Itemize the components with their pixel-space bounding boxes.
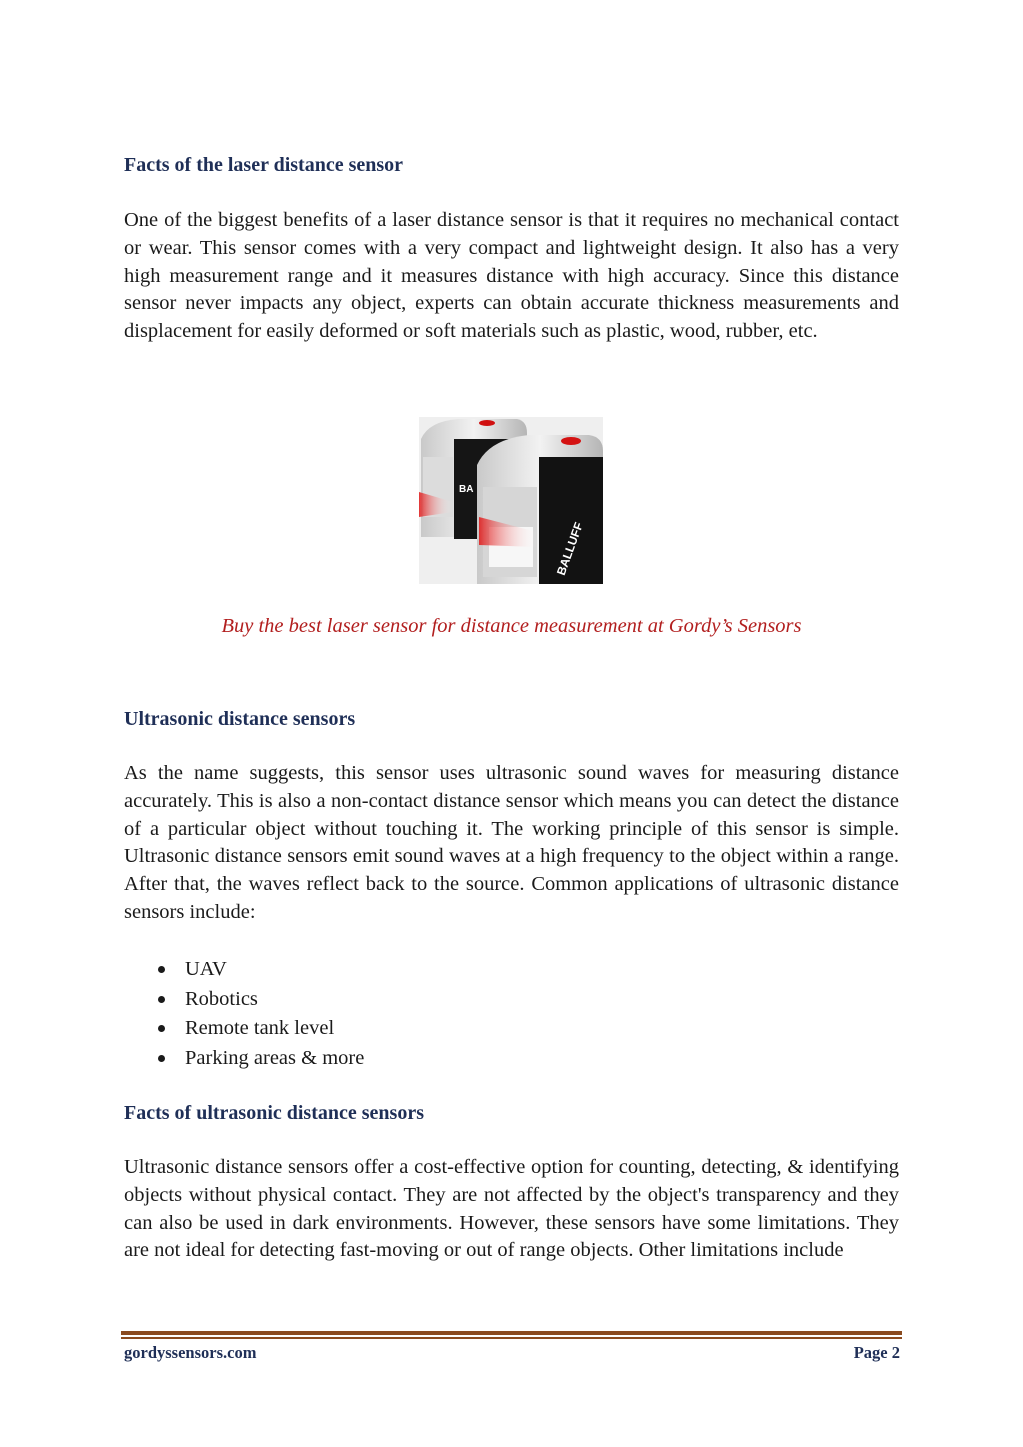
list-item: Robotics [158, 985, 364, 1015]
page-number: Page 2 [853, 1343, 900, 1362]
footer-divider-thin [121, 1337, 902, 1339]
list-item: Parking areas & more [158, 1044, 364, 1074]
section-heading-laser-facts: Facts of the laser distance sensor [124, 154, 404, 176]
paragraph-laser-facts: One of the biggest benefits of a laser distance sensor is that it requires no mechanical contact or wear. This sensor comes with a very compact and lightweight design. It also has a very high measurement range and it measures distance with high accuracy. Since this distance sensor never impacts any object, experts can obtain accurate thickness measurements and displacement for easily deformed or soft materials such as plastic, wood, rubber, etc. [124, 209, 899, 343]
footer-divider [121, 1331, 902, 1335]
brand-label: BALLUFF [553, 520, 586, 578]
applications-list [158, 955, 364, 1074]
footer-site-name: gordyssensors.com [124, 1343, 257, 1362]
list-item: UAV [158, 955, 364, 985]
section-heading-ultrasonic: Ultrasonic distance sensors [124, 708, 356, 730]
paragraph-ultrasonic-facts: Ultrasonic distance sensors offer a cost-effective option for counting, detecting, & identifying objects without physical contact. They are not affected by the object's transparency and they can also be used in dark environments. However, these sensors have some limitations. They are not ideal for detecting fast-moving or out of range objects. Other limitations include [124, 1156, 899, 1262]
section-heading-ultrasonic-facts: Facts of ultrasonic distance sensors [124, 1102, 424, 1124]
paragraph-ultrasonic: As the name suggests, this sensor uses ultrasonic sound waves for measuring distance accurately. This is also a non-contact distance sensor which means you can detect the distance of a particular object without touching it. The working principle of this sensor is simple. Ultrasonic distance sensors emit sound waves at a high frequency to the object within a range. After that, the waves reflect back to the source. Common applications of ultrasonic distance sensors include: [124, 762, 899, 923]
list-item: Remote tank level [158, 1014, 364, 1044]
laser-sensor-product-image [419, 417, 603, 584]
buy-laser-sensor-link[interactable]: Buy the best laser sensor for distance measurement at Gordy’s Sensors [221, 615, 802, 637]
brand-label-partial: BA [459, 484, 474, 495]
